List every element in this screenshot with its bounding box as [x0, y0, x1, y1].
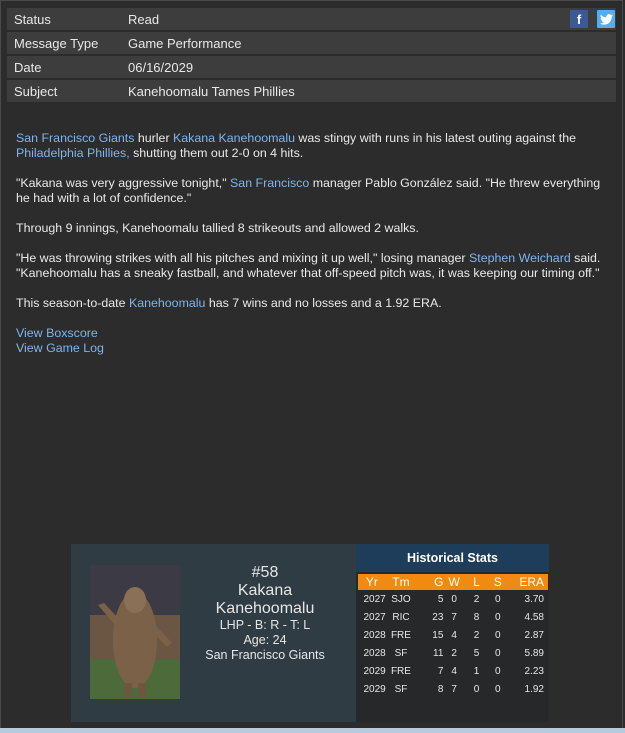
cell-yr: 2028: [363, 629, 386, 641]
player-info: [191, 564, 339, 663]
cell-s: 0: [495, 683, 501, 695]
cell-s: 0: [495, 647, 501, 659]
text: shutting them out 2-0 on 4 hits.: [129, 146, 304, 160]
player-number: #58: [251, 564, 279, 581]
paragraph-4: [16, 251, 606, 281]
cell-g: 7: [437, 665, 444, 677]
cell-w: 2: [451, 647, 457, 659]
text: was stingy with runs in his latest outing against the: [294, 131, 576, 145]
team-link[interactable]: San Francisco Giants: [16, 131, 135, 145]
meta-value: 06/16/2029: [128, 59, 194, 75]
player-photo[interactable]: [90, 565, 180, 699]
paragraph-5: [16, 296, 606, 311]
col-header-s[interactable]: S: [488, 574, 507, 590]
meta-row-message-type: [7, 32, 616, 54]
table-row: [358, 680, 548, 698]
text: This season-to-date: [16, 296, 129, 310]
cell-s: 0: [495, 629, 501, 641]
cell-tm: SF: [394, 647, 408, 659]
view-boxscore-link[interactable]: View Boxscore: [16, 326, 98, 340]
text: "He was throwing strikes with all his pitches and mixing it up well," losing manager: [16, 251, 469, 265]
table-row: [358, 608, 548, 626]
message-meta: [7, 8, 616, 104]
window-bottom-edge: [0, 728, 625, 733]
cell-l: 1: [473, 665, 480, 677]
cell-era: 2.23: [524, 665, 544, 677]
player-team: San Francisco Giants: [205, 648, 325, 662]
cell-g: 11: [433, 647, 444, 659]
meta-value: Game Performance: [128, 35, 242, 51]
cell-l: 0: [473, 683, 480, 695]
player-first-name[interactable]: Kakana: [237, 582, 293, 599]
cell-w: 4: [451, 665, 457, 677]
meta-value: Kanehoomalu Tames Phillies: [128, 83, 295, 99]
cell-s: 0: [495, 665, 501, 677]
meta-key: Message Type: [14, 35, 99, 51]
cell-tm: FRE: [390, 665, 411, 677]
cell-l: 2: [473, 629, 480, 641]
col-header-g[interactable]: G: [416, 574, 443, 590]
action-links: [16, 326, 606, 356]
historical-stats-panel: [356, 544, 549, 722]
paragraph-1: [16, 131, 606, 161]
player-link[interactable]: Kanehoomalu: [128, 296, 206, 310]
text: manager Pablo González said. "He threw everything he had with a lot of confidence.": [16, 176, 601, 205]
facebook-icon[interactable]: f: [570, 10, 588, 28]
col-header-l[interactable]: L: [465, 574, 488, 590]
cell-era: 3.70: [524, 593, 544, 605]
cell-w: 7: [451, 683, 457, 695]
text: "Kakana was very aggressive tonight,": [16, 176, 231, 190]
historical-stats-title: Historical Stats: [356, 544, 549, 572]
cell-l: 8: [473, 611, 480, 623]
cell-yr: 2027: [363, 593, 386, 605]
paragraph-3: Through 9 innings, Kanehoomalu tallied 8 strikeouts and allowed 2 walks.: [16, 221, 419, 235]
player-bio: LHP - B: R - T: L: [219, 618, 311, 632]
meta-row-date: [7, 56, 616, 78]
table-row: [358, 626, 548, 644]
cell-era: 4.58: [524, 611, 544, 623]
col-header-w[interactable]: W: [443, 574, 465, 590]
cell-tm: SJO: [391, 593, 411, 605]
text: has 7 wins and no losses and a 1.92 ERA.: [205, 296, 442, 310]
historical-stats-table: [358, 574, 548, 698]
cell-g: 15: [432, 629, 444, 641]
col-header-tm[interactable]: Tm: [386, 574, 416, 590]
cell-tm: FRE: [390, 629, 411, 641]
cell-w: 4: [451, 629, 457, 641]
cell-tm: SF: [394, 683, 408, 695]
stats-header-row: [358, 574, 548, 590]
table-row: [358, 662, 548, 680]
opponent-link[interactable]: Philadelphia Phillies,: [16, 146, 130, 160]
meta-value: Read: [128, 11, 160, 27]
player-last-name[interactable]: Kanehoomalu: [215, 600, 315, 617]
table-row: [358, 590, 548, 608]
twitter-icon[interactable]: [597, 10, 615, 28]
cell-yr: 2029: [363, 665, 386, 677]
meta-key: Status: [14, 11, 51, 27]
message-body: [16, 131, 606, 356]
text: said. "Kanehoomalu has a sneaky fastball, and whatever that off-speed pitch was, it was keeping our timing off.": [16, 251, 601, 280]
text: hurler: [134, 131, 174, 145]
player-age: Age: 24: [243, 633, 287, 647]
cell-l: 2: [473, 593, 480, 605]
manager-link[interactable]: Stephen Weichard: [469, 251, 571, 265]
cell-yr: 2029: [363, 683, 386, 695]
col-header-era[interactable]: ERA: [508, 574, 548, 590]
col-header-yr[interactable]: Yr: [358, 574, 386, 590]
meta-row-subject: [7, 80, 616, 102]
cell-w: 0: [451, 593, 457, 605]
cell-era: 5.89: [524, 647, 544, 659]
cell-era: 1.92: [524, 683, 544, 695]
cell-g: 23: [432, 611, 444, 623]
cell-s: 0: [495, 611, 501, 623]
view-game-log-link[interactable]: View Game Log: [16, 341, 104, 355]
team-link[interactable]: San Francisco: [230, 176, 310, 190]
cell-w: 7: [451, 611, 457, 623]
cell-g: 8: [437, 683, 444, 695]
cell-l: 5: [473, 647, 480, 659]
meta-key: Date: [14, 59, 42, 75]
cell-yr: 2027: [363, 611, 386, 623]
meta-row-status: [7, 8, 616, 30]
player-card: [71, 544, 549, 722]
cell-era: 2.87: [524, 629, 544, 641]
paragraph-2: [16, 176, 606, 206]
cell-tm: RIC: [392, 611, 410, 623]
social-share: [570, 10, 615, 28]
meta-key: Subject: [14, 83, 58, 99]
table-row: [358, 644, 548, 662]
cell-yr: 2028: [363, 647, 386, 659]
cell-g: 5: [437, 593, 444, 605]
cell-s: 0: [495, 593, 501, 605]
player-link[interactable]: Kakana Kanehoomalu: [173, 131, 295, 145]
